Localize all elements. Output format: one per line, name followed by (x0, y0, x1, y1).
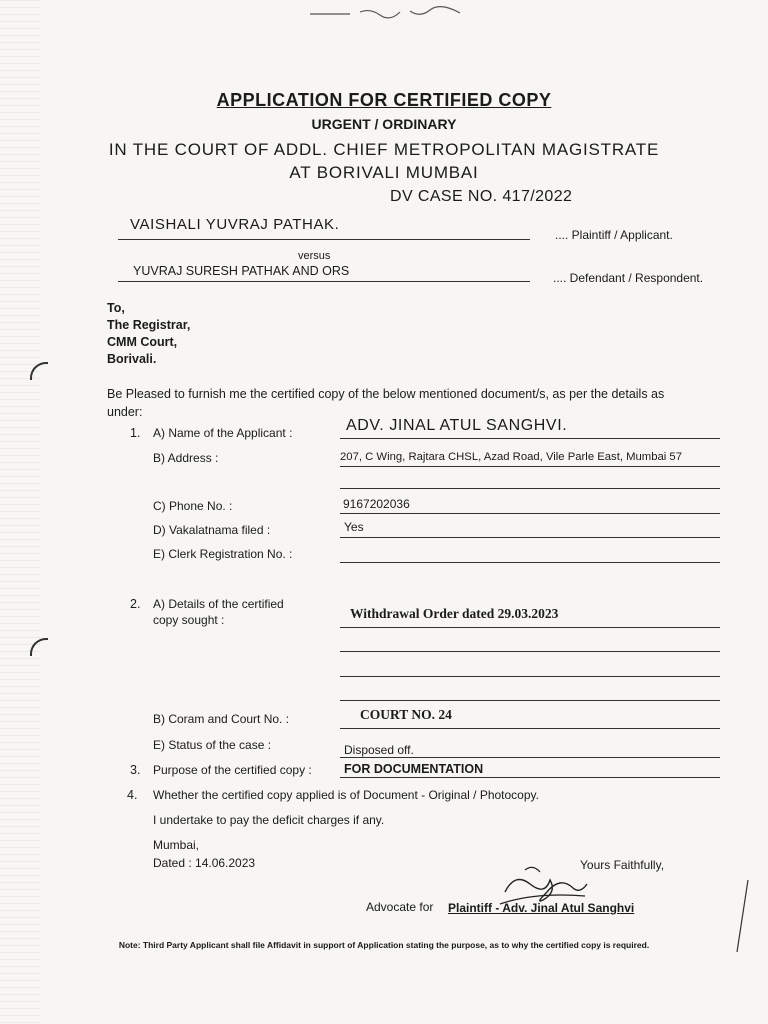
plaintiff-name: VAISHALI YUVRAJ PATHAK. (130, 216, 340, 233)
applicant-name-label: A) Name of the Applicant : (153, 426, 293, 440)
document-type-question: Whether the certified copy applied is of Document - Original / Photocopy. (153, 788, 539, 802)
address-line-1 (340, 466, 720, 467)
addressee-registrar: The Registrar, (107, 318, 191, 332)
plaintiff-role: .... Plaintiff / Applicant. (555, 228, 673, 242)
purpose-label: Purpose of the certified copy : (153, 763, 312, 777)
address-line-2 (340, 488, 720, 489)
defendant-name: YUVRAJ SURESH PATHAK AND ORS (133, 264, 350, 278)
clerk-registration-label: E) Clerk Registration No. : (153, 547, 293, 561)
address-label: B) Address : (153, 451, 219, 465)
item-number-1: 1. (130, 426, 141, 440)
footer-note: Note: Third Party Applicant shall file Affidavit in support of Application stating the purpose, as to why the certified copy is required. (118, 940, 650, 950)
coram-value: COURT NO. 24 (360, 707, 452, 722)
advocate-for-label: Advocate for (366, 900, 434, 914)
yours-faithfully: Yours Faithfully, (580, 858, 665, 872)
phone-value: 9167202036 (343, 497, 410, 511)
vakalatnama-value: Yes (344, 520, 364, 534)
copy-details-line-4 (340, 700, 720, 701)
applicant-name-line (340, 438, 720, 439)
request-text: Be Pleased to furnish me the certified copy of the below mentioned document/s, as per the details as (107, 387, 665, 401)
purpose-value: FOR DOCUMENTATION (344, 762, 484, 776)
clerk-registration-line (340, 562, 720, 563)
request-text-cont: under: (107, 405, 143, 419)
plaintiff-underline (118, 239, 530, 240)
defendant-underline (118, 281, 530, 282)
copy-details-value: Withdrawal Order dated 29.03.2023 (350, 606, 559, 621)
coram-line (340, 728, 720, 729)
copy-details-label: A) Details of the certified (153, 597, 284, 611)
address-value: 207, C Wing, Rajtara CHSL, Azad Road, Vile Parle East, Mumbai 57 (340, 451, 683, 463)
copy-details-line-3 (340, 676, 720, 677)
case-number: DV CASE NO. 417/2022 (390, 188, 573, 205)
vakalatnama-line (340, 537, 720, 538)
copy-details-line-1 (340, 627, 720, 628)
vakalatnama-label: D) Vakalatnama filed : (153, 523, 271, 537)
applicant-name-value: ADV. JINAL ATUL SANGHVI. (346, 417, 568, 434)
copy-details-label-cont: copy sought : (153, 613, 225, 627)
addressee-city: Borivali. (107, 352, 157, 366)
addressee-court: CMM Court, (107, 335, 178, 349)
urgency-label: URGENT / ORDINARY (311, 116, 457, 132)
case-status-line (340, 757, 720, 758)
case-status-label: E) Status of the case : (153, 738, 272, 752)
phone-line (340, 513, 720, 514)
court-name: IN THE COURT OF ADDL. CHIEF METROPOLITAN MAGISTRATE (108, 140, 660, 159)
advocate-name: Plaintiff - Adv. Jinal Atul Sanghvi (448, 901, 635, 915)
top-scribble (310, 6, 470, 20)
versus-label: versus (298, 250, 331, 262)
date-label: Dated : 14.06.2023 (153, 856, 256, 870)
place-label: Mumbai, (153, 838, 200, 852)
case-status-value: Disposed off. (344, 743, 414, 757)
court-location: AT BORIVALI MUMBAI (289, 163, 479, 182)
addressee-to: To, (107, 301, 125, 315)
phone-label: C) Phone No. : (153, 499, 233, 513)
defendant-role: .... Defendant / Respondent. (553, 271, 704, 285)
item-number-4: 4. (127, 788, 138, 802)
copy-details-line-2 (340, 651, 720, 652)
page-title: APPLICATION FOR CERTIFIED COPY (216, 90, 552, 110)
coram-label: B) Coram and Court No. : (153, 712, 290, 726)
item-number-2: 2. (130, 597, 141, 611)
undertaking-text: I undertake to pay the deficit charges if any. (153, 813, 385, 827)
item-number-3: 3. (130, 763, 141, 777)
purpose-line (340, 777, 720, 778)
